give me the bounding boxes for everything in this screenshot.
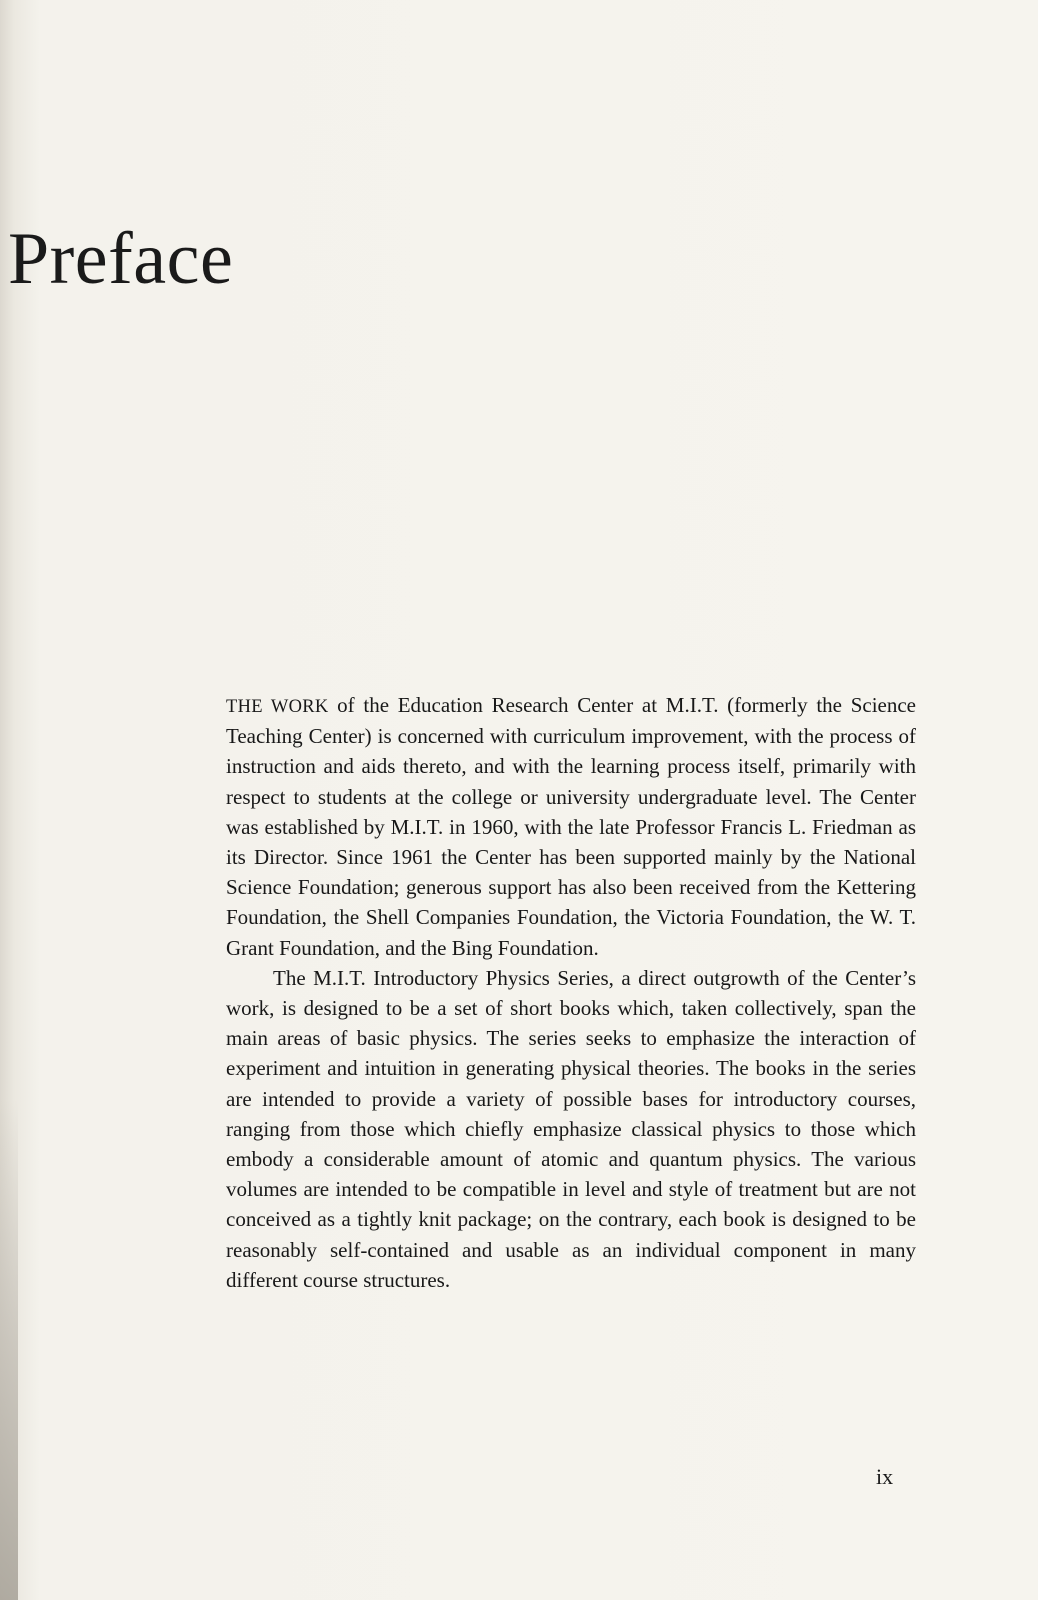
chapter-title: Preface <box>8 218 234 300</box>
preface-body <box>226 690 916 1295</box>
page-number: ix <box>876 1464 894 1489</box>
paragraph-1 <box>226 690 916 963</box>
paragraph-2: The M.I.T. Introductory Physics Series, a direct outgrowth of the Center’s work, is designed to be a set of short books which, taken collectively, span the main areas of basic physics. The series seeks to emphasize the interaction of experiment and intuition in generating physical theories. The books in the series are intended to provide a variety of possible bases for introductory courses, ranging from those which chiefly emphasize classical physics to those which embody a considerable amount of atomic and quantum physics. The various volumes are intended to be compatible in level and style of treatment but are not conceived as a tightly knit package; on the contrary, each book is designed to be reasonably self-contained and usable as an individual component in many different course structures. <box>226 965 916 1292</box>
paragraph-1-text: of the Education Research Center at M.I.T. (formerly the Science Teaching Center) is concerned with curriculum improvement, with the process of instruction and aids thereto, and with the learning process itself, primarily with respect to students at the college or university undergraduate level. The Center was established by M.I.T. in 1960, with the late Professor Francis L. Friedman as its Director. Since 1961 the Center has been supported mainly by the National Science Foundation; generous support has also been received from the Kettering Foundation, the Shell Companies Foundation, the Victoria Foundation, the W. T. Grant Foundation, and the Bing Foundation. <box>226 693 916 960</box>
paragraph-lead-in: THE WORK <box>226 696 329 716</box>
page-edge-shadow <box>0 1100 18 1600</box>
